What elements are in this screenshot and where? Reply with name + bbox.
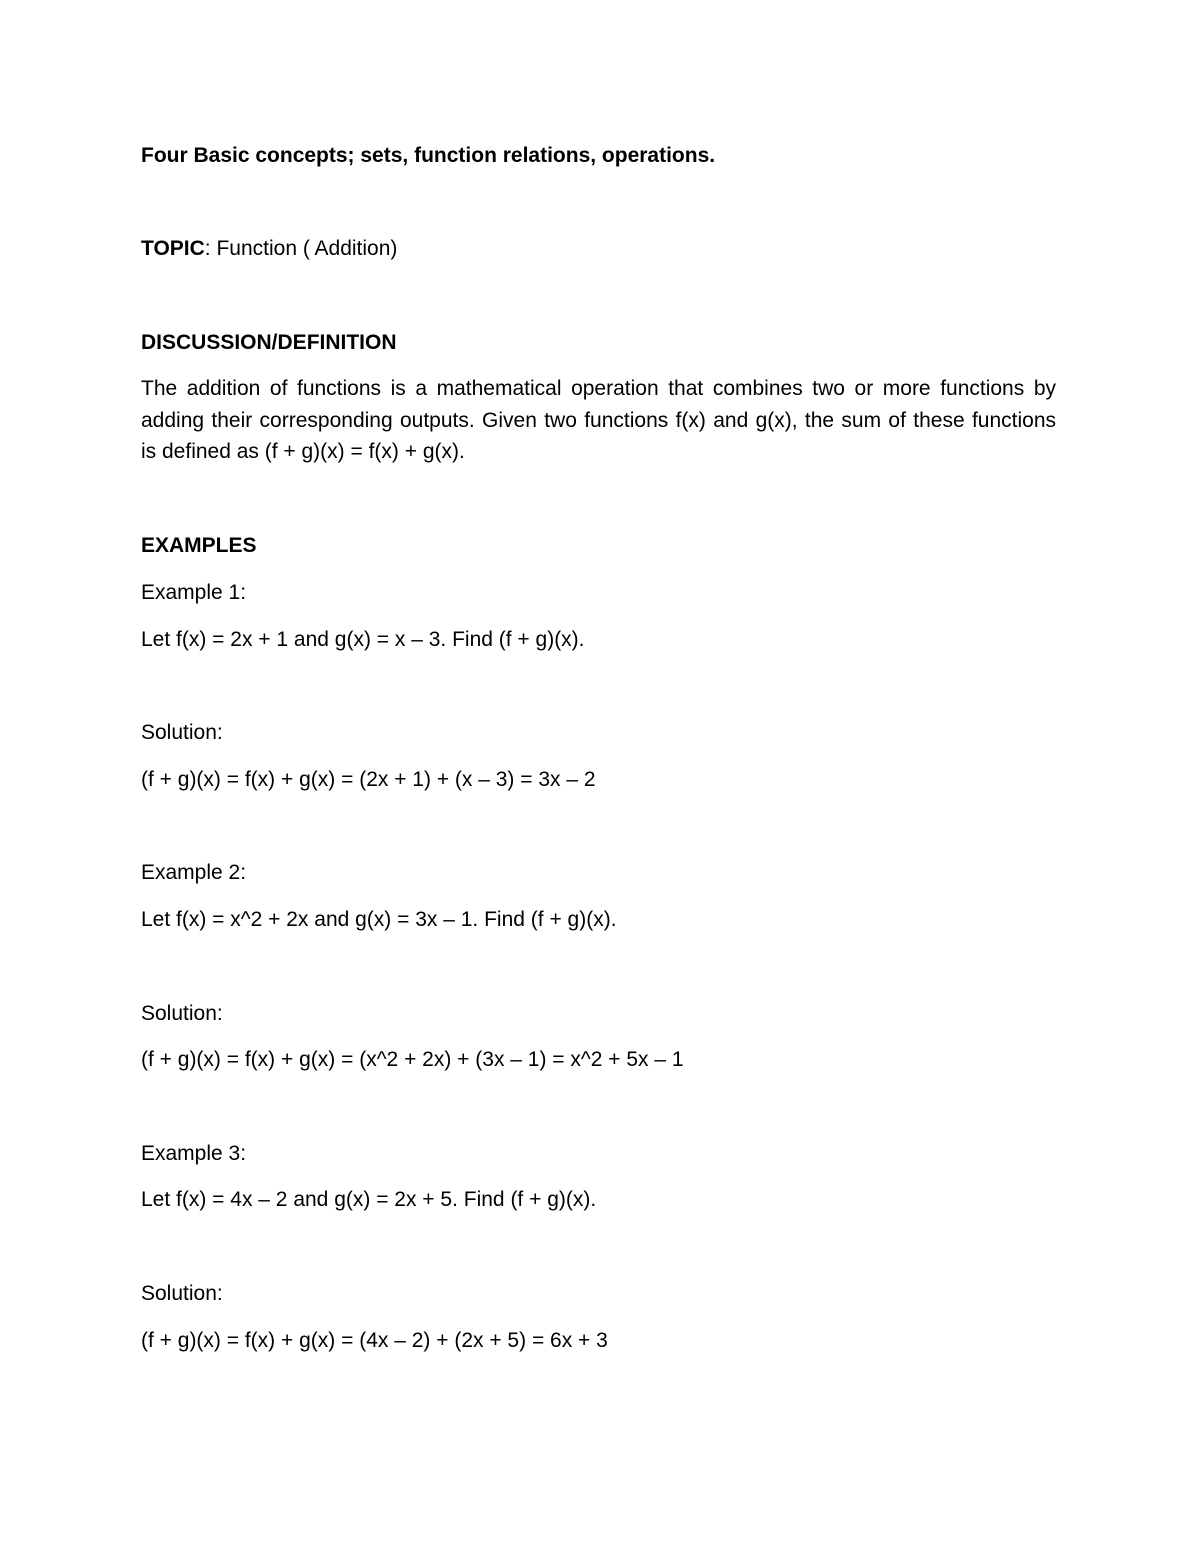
discussion-heading: DISCUSSION/DEFINITION (141, 331, 397, 354)
example-3-label: Example 3: (141, 1142, 247, 1165)
example-2-solution: (f + g)(x) = f(x) + g(x) = (x^2 + 2x) + (3x – 1) = x^2 + 5x – 1 (141, 1048, 684, 1071)
discussion-paragraph: The addition of functions is a mathematical operation that combines two or more functions by adding their corresponding outputs. Given two functions f(x) and g(x), the sum of these functions is defined as (f + g)(x) = f(x) + g(x). (141, 377, 1056, 463)
example-2-label: Example 2: (141, 861, 247, 884)
example-3-solution: (f + g)(x) = f(x) + g(x) = (4x – 2) + (2x + 5) = 6x + 3 (141, 1329, 608, 1352)
example-1-label: Example 1: (141, 581, 247, 604)
example-2-solution-label: Solution: (141, 1002, 223, 1025)
example-2-problem: Let f(x) = x^2 + 2x and g(x) = 3x – 1. Find (f + g)(x). (141, 908, 617, 931)
topic-value: : Function ( Addition) (204, 237, 398, 260)
example-1-problem: Let f(x) = 2x + 1 and g(x) = x – 3. Find (f + g)(x). (141, 628, 585, 651)
document-title: Four Basic concepts; sets, function relations, operations. (141, 144, 716, 167)
topic-label: TOPIC (141, 237, 205, 260)
examples-heading: EXAMPLES (141, 534, 257, 557)
example-1-solution-label: Solution: (141, 721, 223, 744)
example-3-solution-label: Solution: (141, 1282, 223, 1305)
example-3-problem: Let f(x) = 4x – 2 and g(x) = 2x + 5. Find (f + g)(x). (141, 1188, 597, 1211)
example-1-solution: (f + g)(x) = f(x) + g(x) = (2x + 1) + (x – 3) = 3x – 2 (141, 768, 596, 791)
topic-line (141, 236, 397, 262)
